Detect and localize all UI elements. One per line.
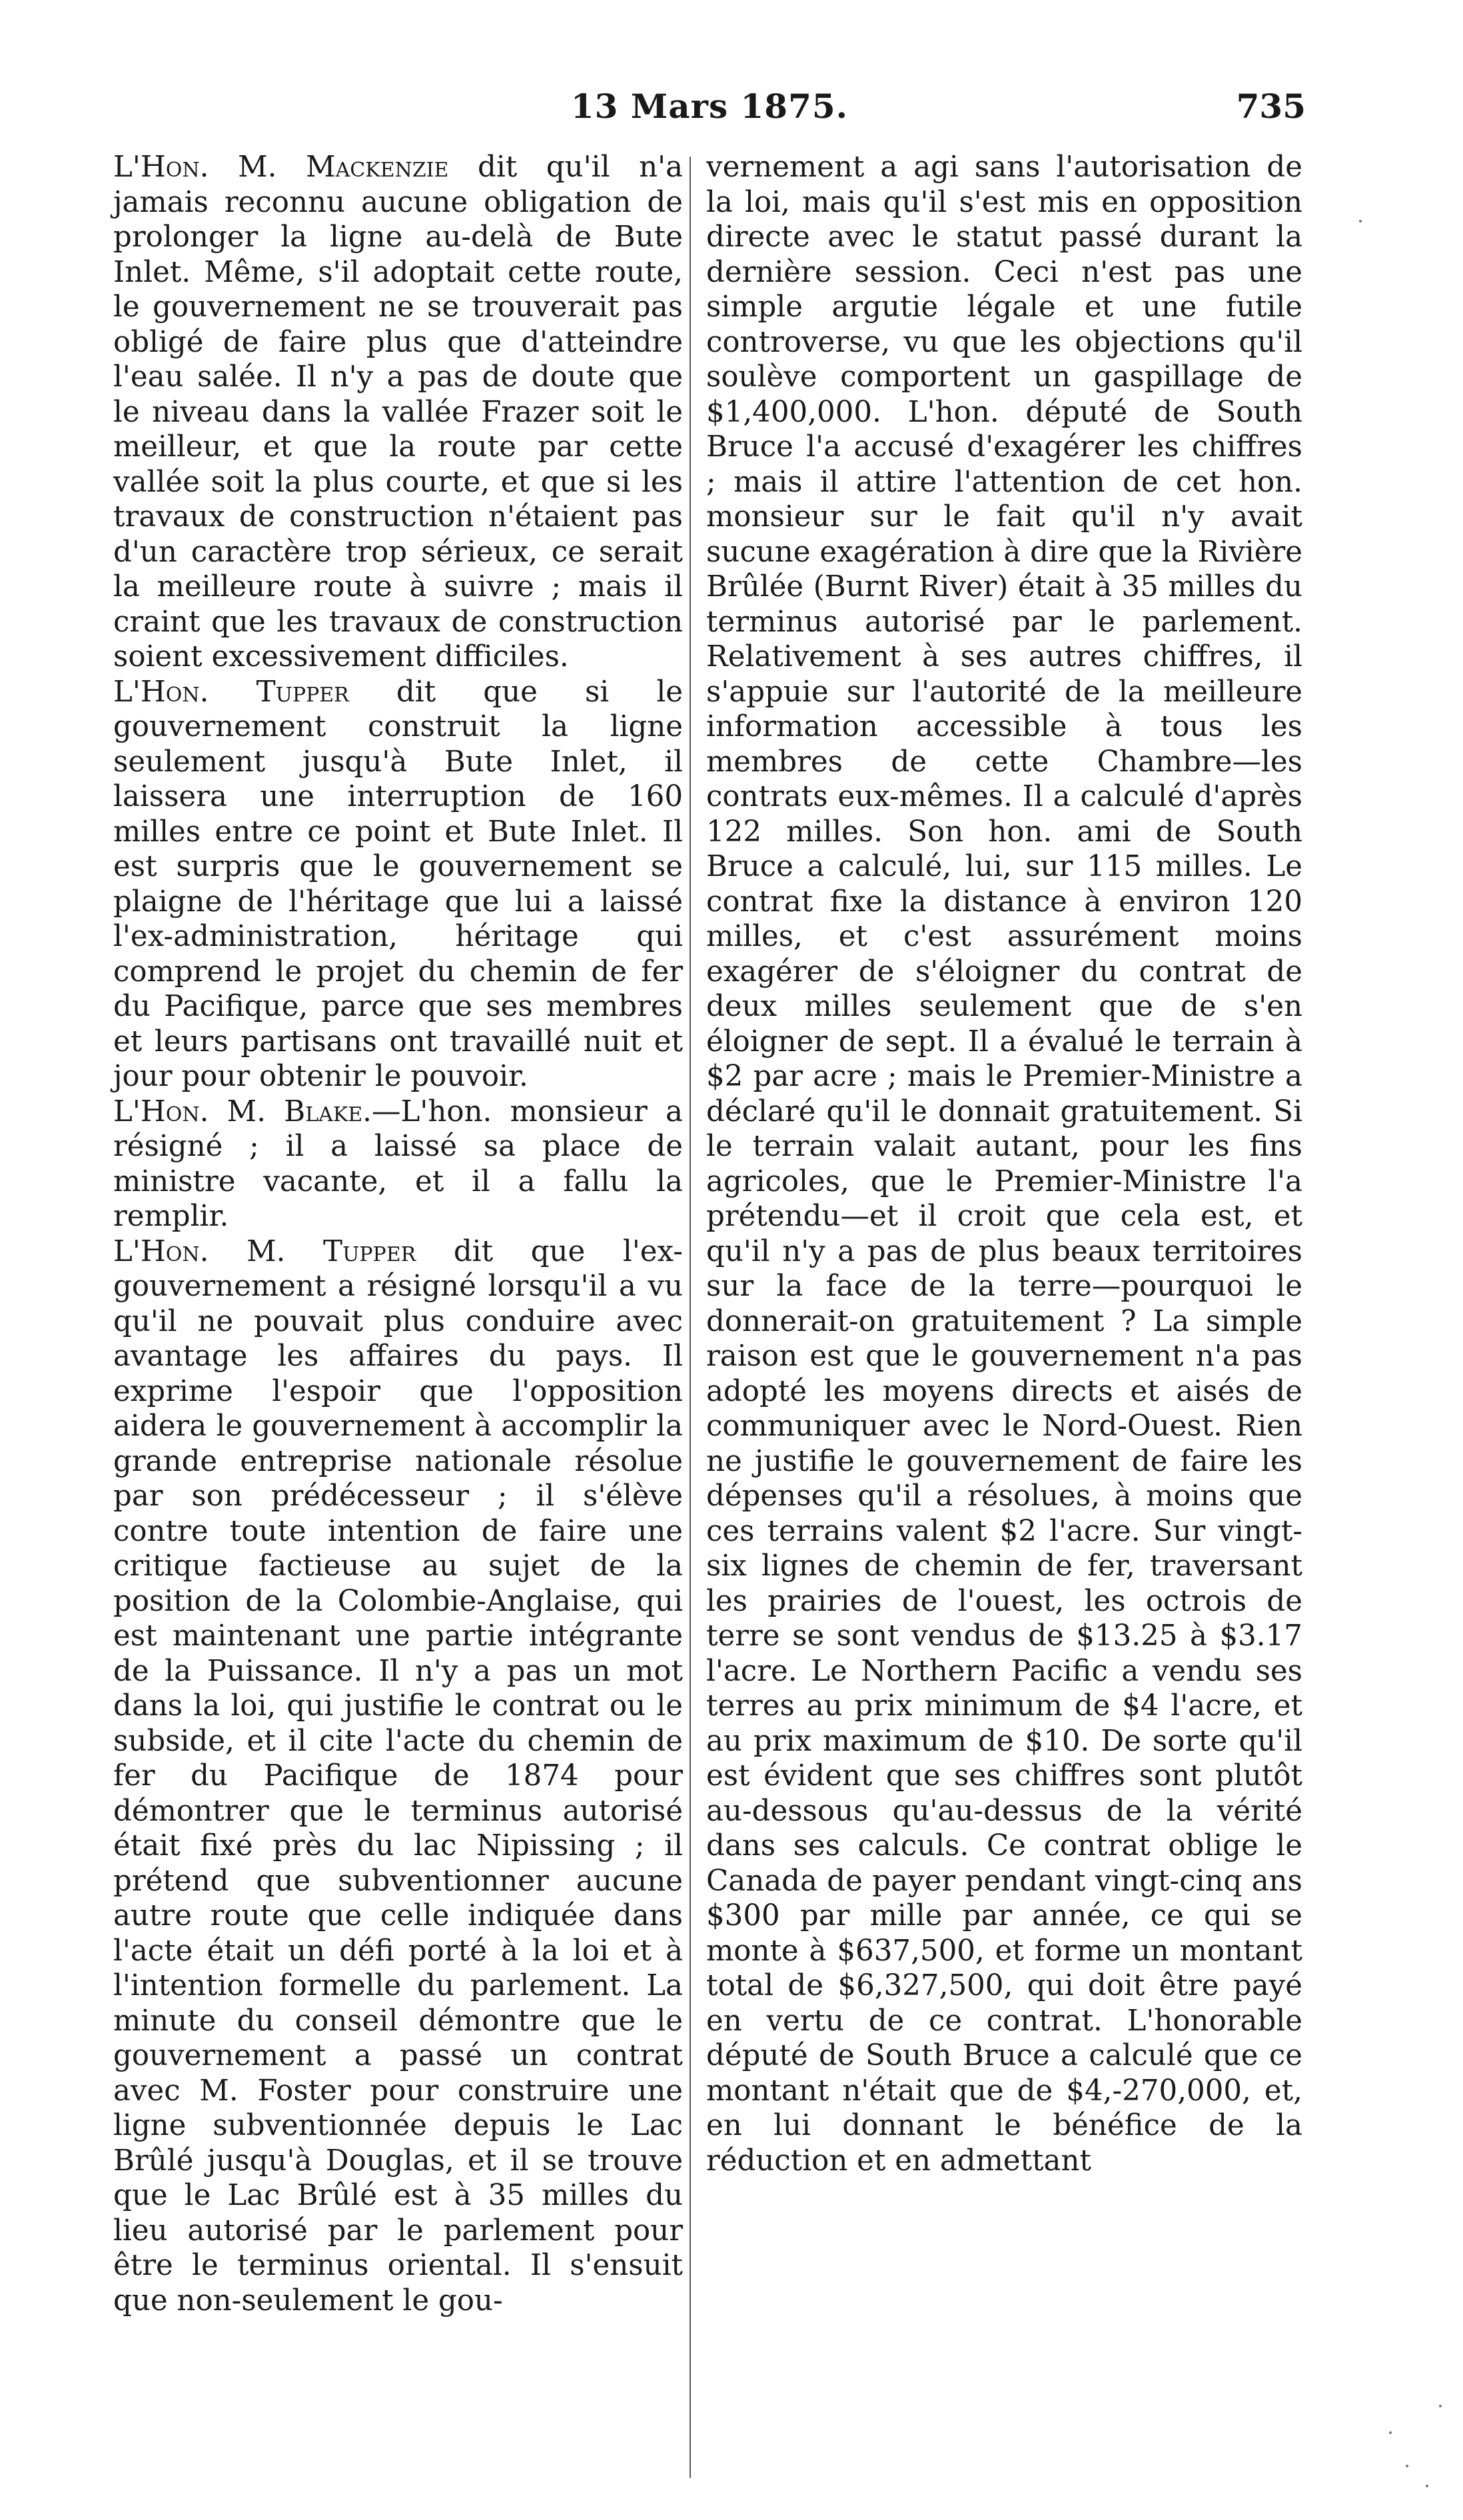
speaker-name: L'Hon. M. Tupper (113, 1234, 416, 1268)
paragraph-continuation (706, 150, 1302, 2178)
scan-speck (1426, 2485, 1428, 2487)
scan-speck (1359, 220, 1362, 222)
speaker-name: L'Hon. M. Mackenzie (113, 151, 449, 184)
paragraph-text: .—L'hon. monsieur a résigné ; il a laissé sa place de ministre vacante, et il a fallu la remplir. (113, 1094, 683, 1233)
paragraph-tupper-1 (113, 675, 683, 1094)
speaker-name: L'Hon. M. Blake (113, 1094, 363, 1128)
paragraph-text: dit qu'il n'a jamais reconnu aucune obligation de prolonger la ligne au-delà de Bute Inlet. Même, s'il adoptait cette route, le gouvernement ne se trouverait pas obligé de faire plus que d'atteindre l'eau salée. Il n'y a pas de doute que le niveau dans la vallée Frazer soit le meilleur, et que la route par cette vallée soit la plus courte, et que si les travaux de construction n'étaient pas d'un caractère trop sérieux, ce serait la meilleure route à suivre ; mais il craint que les travaux de construction soient excessivement difficiles. (113, 151, 684, 673)
paragraph-text: dit que si le gouvernement construit la ligne seulement jusqu'à Bute Inlet, il laissera une interruption de 160 milles entre ce point et Bute Inlet. Il est surpris que le gouvernement se plaigne de l'héritage que lui a laissé l'ex-administration, héritage qui comprend le projet du chemin de fer du Pacifique, parce que ses membres et leurs partisans ont travaillé nuit et jour pour obtenir le pouvoir. (113, 675, 684, 1093)
scan-speck (1389, 2431, 1392, 2434)
left-column (113, 150, 683, 2318)
column-divider (690, 157, 691, 2478)
right-column (706, 150, 1302, 2178)
paragraph-mackenzie (113, 150, 683, 675)
scan-speck (1406, 2465, 1408, 2467)
paragraph-tupper-2 (113, 1234, 683, 2319)
speaker-name: L'Hon. Tupper (113, 675, 349, 709)
page-header (113, 87, 1306, 140)
paragraph-text: vernement a agi sans l'autorisation de la loi, mais qu'il s'est mis en opposition directe avec le statut passé durant la dernière session. Ceci n'est pas une simple argutie légale et une futile controverse, vu que les objections qu'il soulève comportent un gaspillage de $1,400,000. L'hon. député de South Bruce l'a accusé d'exagérer les chiffres ; mais il attire l'attention de cet hon. monsieur sur le fait qu'il n'y avait sucune exagération à dire que la Rivière Brûlée (Burnt River) était à 35 milles du terminus autorisé par le parlement. Relativement à ses autres chiffres, il s'appuie sur l'autorité de la meilleure information accessible à tous les membres de cette Chambre—les contrats eux-mêmes. Il a calculé d'après 122 milles. Son hon. ami de South Bruce a calculé, lui, sur 115 milles. Le contrat fixe la distance à environ 120 milles, et c'est assurément moins exagérer de s'éloigner du contrat de deux milles seulement que de s'en éloigner de sept. Il a évalué le terrain à $2 par acre ; mais le Premier-Ministre a déclaré qu'il le donnait gratuitement. Si le terrain valait autant, pour les fins agricoles, que le Premier-Ministre l'a prétendu—et il croit que cela est, et qu'il n'y a pas de plus beaux territoires sur la face de la terre—pourquoi le donnerait-on gratuitement ? La simple raison est que le gouvernement n'a pas adopté les moyens directs et aisés de communiquer avec le Nord-Ouest. Rien ne justifie le gouvernement de faire les dépenses qu'il a résolues, à moins que ces terrains valent $2 l'acre. Sur vingt-six lignes de chemin de fer, traversant les prairies de l'ouest, les octrois de terre se sont vendus de $13.25 à $3.17 l'acre. Le Northern Pacific a vendu ses terres au prix minimum de $4 l'acre, et au prix maximum de $10. De sorte qu'il est évident que ses chiffres sont plutôt au-dessous qu'au-dessus de la vérité dans ses calculs. Ce contrat oblige le Canada de payer pendant vingt-cinq ans $300 par mille par année, ce qui se monte à $637,500, et forme un montant total de $6,327,500, qui doit être payé en vertu de ce contrat. L'honorable député de South Bruce a calculé que ce montant n'était que de $4,-270,000, et, en lui donnant le bénéfice de la réduction et en admettant (706, 151, 1302, 2178)
paragraph-blake (113, 1094, 683, 1234)
scan-speck (1439, 2405, 1442, 2407)
page-date: 13 Mars 1875. (570, 87, 849, 126)
page-number: 735 (1236, 87, 1306, 126)
paragraph-text: dit que l'ex-gouvernement a résigné lorsqu'il a vu qu'il ne pouvait plus conduire avec avantage les affaires du pays. Il exprime l'espoir que l'opposition aidera le gouvernement à accomplir la grande entreprise nationale résolue par son prédécesseur ; il s'élève contre toute intention de faire une critique factieuse au sujet de la position de la Colombie-Anglaise, qui est maintenant une partie intégrante de la Puissance. Il n'y a pas un mot dans la loi, qui justifie le contrat ou le subside, et il cite l'acte du chemin de fer du Pacifique de 1874 pour démontrer que le terminus autorisé était fixé près du lac Nipissing ; il prétend que subventionner aucune autre route que celle indiquée dans l'acte était un défi porté à la loi et à l'intention formelle du parlement. La minute du conseil démontre que le gouvernement a passé un contrat avec M. Foster pour construire une ligne subventionnée depuis le Lac Brûlé jusqu'à Douglas, et il se trouve que le Lac Brûlé est à 35 milles du lieu autorisé par le parlement pour être le terminus oriental. Il s'ensuit que non-seulement le gou- (113, 1234, 683, 2317)
